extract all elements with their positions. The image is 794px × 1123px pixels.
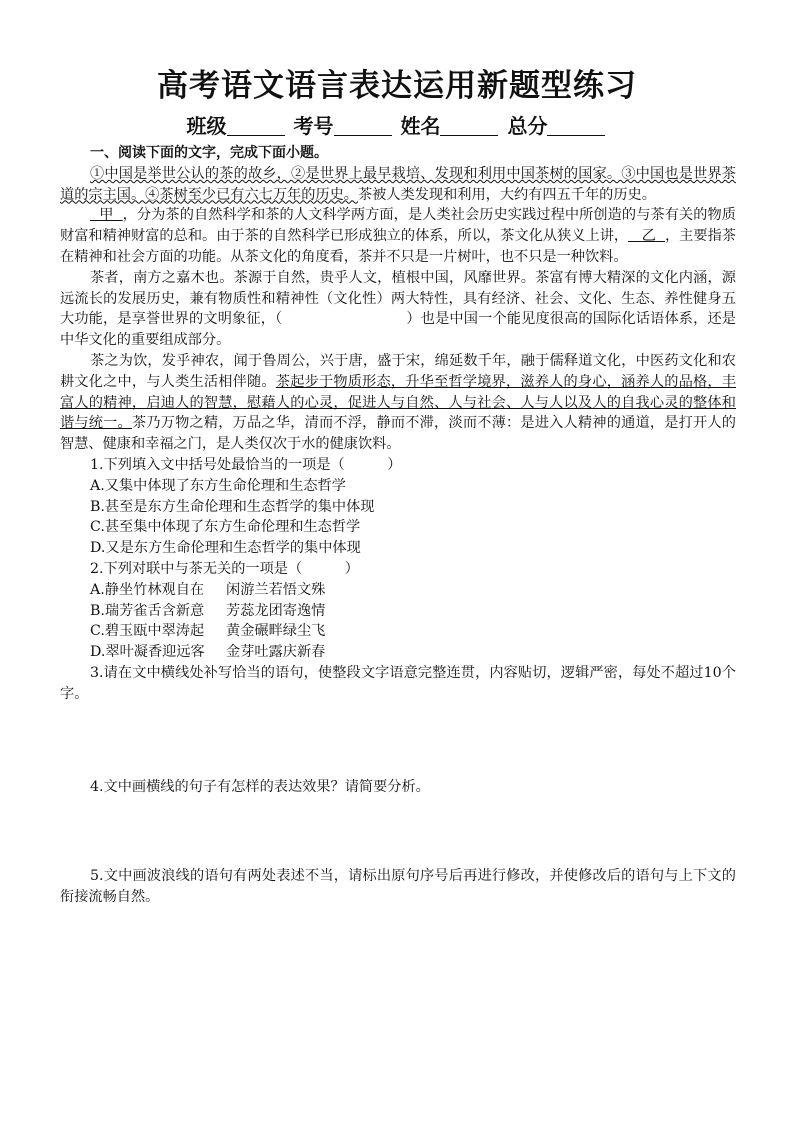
question-1-option-d[interactable]: D.又是东方生命伦理和生态哲学的集中体现 bbox=[90, 540, 361, 557]
paragraph-text: 茶之为饮，发乎神农，闻于鲁周公，兴于唐，盛于宋，绵延数千年，融于儒释道文化，中医药文化和农耕文化之中，与人类生活相伴随。 bbox=[60, 352, 736, 390]
question-5-stem: 5.文中画波浪线的语句有两处表述不当，请标出原句序号后再进行修改，并使修改后的语句与上下文的衔接流畅自然。 bbox=[60, 868, 736, 906]
name-blank[interactable] bbox=[440, 115, 498, 136]
paragraph-text: 茶被人类发现和利用，大约有四五千年的历史。 bbox=[357, 186, 656, 203]
blank-yi: 乙 bbox=[641, 228, 656, 245]
question-1-option-b[interactable]: B.甚至是东方生命伦理和生态哲学的集中体现 bbox=[90, 498, 375, 515]
name-label: 姓名 bbox=[400, 114, 441, 138]
blank-jia: 甲 bbox=[99, 207, 114, 224]
exam-no-blank[interactable] bbox=[334, 115, 392, 136]
score-blank[interactable] bbox=[547, 115, 605, 136]
question-1-option-c[interactable]: C.甚至集中体现了东方生命伦理和生态哲学 bbox=[90, 519, 361, 536]
paragraph-text: ）也是中国一个能见度很高的国际化话语体系，还是中华文化的重要组成部分。 bbox=[60, 311, 736, 349]
score-label: 总分 bbox=[507, 114, 548, 138]
question-2-stem: 2.下列对联中与茶无关的一项是（ ） bbox=[90, 560, 359, 577]
passage-paragraph-3 bbox=[60, 268, 736, 351]
question-2-option-b[interactable]: B.瑞芳雀舌含新意 芳蕊龙团寄逸情 bbox=[90, 602, 326, 619]
question-3-answer-area[interactable] bbox=[60, 705, 736, 777]
question-1-option-a[interactable]: A.又集中体现了东方生命伦理和生态哲学 bbox=[90, 477, 346, 494]
underlined-sentence: 茶起步于物质形态，升华至哲学境界，滋养人的身心，涵养人的品格，丰富人的精神，启迪人的智慧，慰藉人的心灵，促进人与自然、人与社会、人与人以及人的自我心灵的整体和谐与统一。 bbox=[60, 373, 736, 432]
passage-paragraph-4 bbox=[60, 351, 736, 455]
question-4-answer-area[interactable] bbox=[60, 797, 736, 866]
question-2-option-c[interactable]: C.碧玉瓯中翠涛起 黄金碾畔绿尘飞 bbox=[90, 623, 326, 640]
question-4-stem: 4.文中画横线的句子有怎样的表达效果？请简要分析。 bbox=[90, 778, 430, 795]
exam-no-label: 考号 bbox=[293, 114, 334, 138]
passage-paragraph-1 bbox=[60, 164, 736, 206]
question-3-stem: 3.请在文中横线处补写恰当的语句，使整段文字语意完整连贯，内容贴切，逻辑严密，每处不超过10个字。 bbox=[60, 664, 736, 702]
question-2-option-a[interactable]: A.静坐竹林观自在 闲游兰若悟文殊 bbox=[90, 581, 326, 598]
paragraph-text: 茶者，南方之嘉木也。茶源于自然，贵乎人文，植根中国，风靡世界。茶富有博大精深的文化内涵，源远流长的发展历史，兼有物质性和精神性（文化性）两大特性，具有经济、社会、文化、生态、养性健身五大功能，是享誉世界的文明象征，（ bbox=[60, 269, 736, 328]
wavy-underlined-text: ①中国是举世公认的茶的故乡，②是世界上最早栽培、发现和利用中国茶树的国家。③中国也是世界茶道的宗主国。④茶树至少已有六七万年的历史。 bbox=[60, 165, 736, 203]
page-title: 高考语文语言表达运用新题型练习 bbox=[157, 68, 637, 104]
paragraph-text: ，分为茶的自然科学和茶的人文科学两方面，是人类社会历史实践过程中所创造的与茶有关的物质财富和精神财富的总和。由于茶的自然科学已形成独立的体系，所以，茶文化从狭义上讲， bbox=[60, 207, 736, 245]
student-info-line bbox=[0, 110, 794, 139]
paragraph-text: ，主要指茶在精神和社会方面的功能。从茶文化的角度看，茶并不只是一片树叶，也不只是一种饮料。 bbox=[60, 228, 736, 265]
question-2-option-d[interactable]: D.翠叶凝香迎远客 金芽吐露庆新春 bbox=[90, 644, 326, 661]
paragraph-text: 茶乃万物之精，万品之华，清而不浮，静而不滞，淡而不薄：是进入人精神的通道，是打开人的智慧、健康和幸福之门，是人类仅次于水的健康饮料。 bbox=[60, 415, 736, 453]
section-heading: 一、阅读下面的文字，完成下面小题。 bbox=[90, 145, 328, 161]
passage-paragraph-2 bbox=[60, 205, 736, 267]
class-blank[interactable] bbox=[227, 115, 285, 136]
class-label: 班级 bbox=[186, 114, 227, 138]
exercise-content bbox=[60, 143, 736, 908]
question-1-stem: 1.下列填入文中括号处最恰当的一项是（ ） bbox=[90, 456, 402, 473]
